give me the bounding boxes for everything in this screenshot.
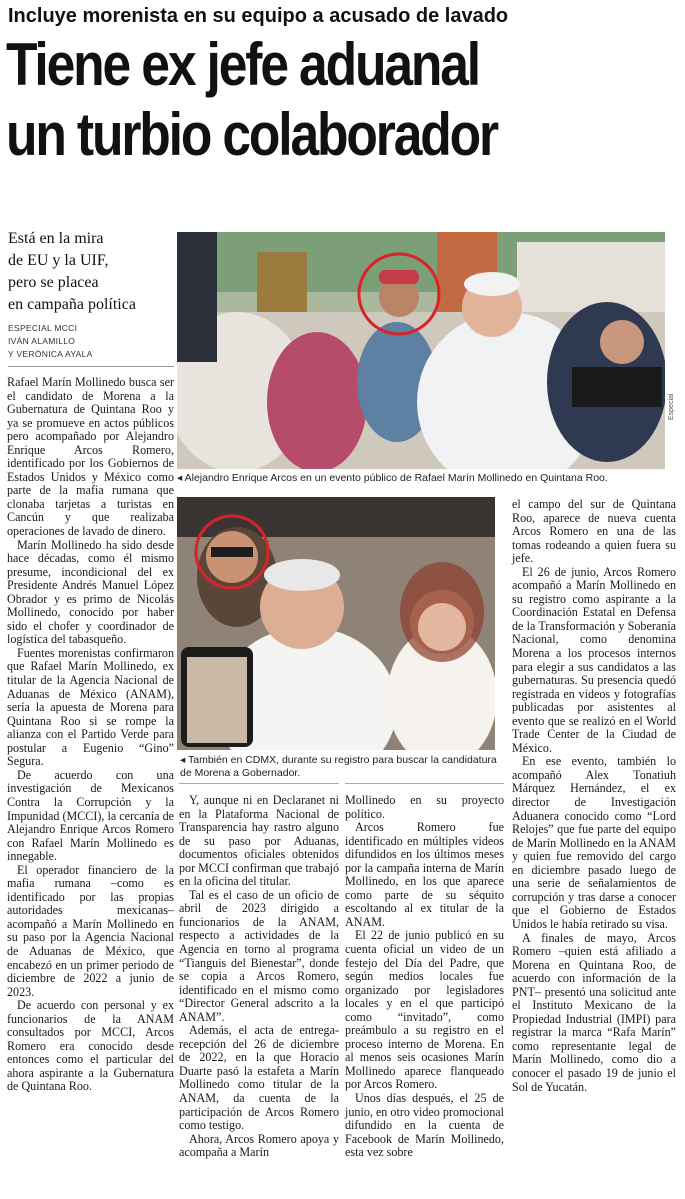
paragraph: Además, el acta de entrega-recepción del 26 de diciembre de 2022, en la que Horacio Duarte pasó la estafeta a Marín Mollinedo como titular de la ANAM, da cuenta de la participación de Arcos Romero como testigo. [179,1023,339,1133]
paragraph: A finales de mayo, Arcos Romero –quien está afiliado a Morena en Quintana Roo, de acuerdo con información de la PNT– presentó una solicitud ante el Instituto Mexicano de la Propiedad Industrial (IMPI) para registrar la marca “Rafa Marín” como representante legal de Marín Mollinedo, como dio a conocer el pasado 19 de junio el Sol de Yucatán. [512,930,676,1094]
paragraph: Rafael Marín Mollinedo busca ser el candidato de Morena a la Gubernatura de Quintana Roo y ya se promueve en actos públicos pero acompañado por Alejandro Enrique Arcos Romero, identificado por los Gobiernos de Estados Unidos y México como parte de la mafia rumana que clonaba tarjetas a turistas en Cancún y que realizaba operaciones de lavado de dinero. [7,375,174,539]
paragraph: El 26 de junio, Arcos Romero acompañó a Marín Mollinedo en su registro como aspirante a la Coordinación Estatal en Defensa de la Transformación y Soberanía Nacional, como denomina Morena a los procesos internos para elegir a sus candidatos a las gubernaturas. Su presencia quedó registrada en videos y fotografías publicadas por asistentes al evento que se realizó en el World Trade Center de la Ciudad de México. [512,564,676,755]
article-column-4 [512,498,676,1094]
photo-campaign-event [177,232,665,469]
byline-line: IVÁN ALAMILLO [8,336,76,346]
paragraph: Ahora, Arcos Romero apoya y acompaña a Marín [179,1131,339,1160]
paragraph: De acuerdo con personal y ex funcionarios de la ANAM consultados por MCCI, Arcos Romero era conocido desde entonces como el particular del ahora aspirante a la Gubernatura de Quintana Roo. [7,998,174,1094]
headline-line-2: un turbio colaborador [6,101,497,168]
paragraph: En ese evento, también lo acompañó Alex Tonatiuh Márquez Hernández, el ex director de Investigación Aduanera conocido como “Lord Relojes” que fue parte del equipo de Marín Mollinedo en la ANAM y quien fue removido del cargo en diciembre pasado luego de una serie de señalamientos de corrupción y tras darse a conocer que el Gobierno de Estados Unidos le había retirado su visa. [512,754,676,931]
paragraph: Arcos Romero fue identificado en múltiples videos difundidos en los últimos meses por la campaña interna de Marín Mollinedo, en los que aparece como parte de su séquito escoltando al ex titular de la ANAM. [345,820,504,929]
paragraph: De acuerdo con una investigación de Mexicanos Contra la Corrupción y la Impunidad (MCCI), la cercanía de Alejandro Enrique Arcos Romero con Rafael Marín Mollinedo es innegable. [7,767,174,864]
caption-text: También en CDMX, durante su registro para buscar la candidatura de Morena a Gobernador. [180,754,497,779]
byline-line: ESPECIAL MCCI [8,323,78,333]
paragraph: El operador financiero de la mafia rumana –como es identificado por las propias autoridades mexicanas– acompañó a Marín Mollinedo en su paso por la Agencia Nacional de Aduanas de México, que encabezó en un primer periodo de diciembre de 2022 a junio de 2023. [7,862,174,999]
paragraph: Mollinedo en su proyecto político. [345,793,504,821]
deck-line: en campaña política [8,296,136,313]
paragraph: Fuentes morenistas confirmaron que Rafael Marín Mollinedo, ex titular de la Agencia Nacional de Aduanas de México (ANAM), sería la apuesta de Morena para Quintana Roo si se rompe la alianza con el Partido Verde para postular a Eugenio “Gino” Segura. [7,645,174,769]
deck-line: pero se placea [8,274,99,291]
caption-photo-1 [177,472,677,485]
headline [6,30,587,170]
paragraph: Unos días después, el 25 de junio, en otro video promocional difundido en la cuenta de Facebook de Marín Mollinedo, esta vez sobre [345,1091,504,1160]
caption-text: Alejandro Enrique Arcos en un evento público de Rafael Marín Mollinedo en Quintana Roo. [184,472,608,484]
byline-line: Y VERÓNICA AYALA [8,349,93,359]
headline-line-1: Tiene ex jefe aduanal [6,31,479,98]
caption-photo-2 [180,754,500,780]
deck [8,228,174,316]
divider [345,783,504,784]
deck-line: Está en la mira [8,230,104,247]
caption-marker: ◂ [180,754,188,766]
article-column-1 [7,376,174,1094]
kicker: Incluye morenista en su equipo a acusado de lavado [8,5,509,27]
photo-credit: Especial [668,393,675,420]
photo-campaign-event-illustration [177,232,665,469]
deck-line: de EU y la UIF, [8,252,109,269]
byline [8,322,174,361]
divider [179,783,339,784]
paragraph: Y, aunque ni en Declaranet ni en la Plataforma Nacional de Transparencia hay rastro alguno de su paso por Aduanas, documentos oficiales obtenidos por MCCI confirman que trabajó en la oficina del titular. [179,793,339,889]
paragraph: El 22 de junio publicó en su cuenta oficial un video de un festejo del Día del Padre, que según medios locales fue organizado por legisladores locales y en el que participó como “invitado”, como preámbulo a su registro en el proceso interno de Morena. En al menos seis ocasiones Marín Mollinedo aparece flanqueado por Arcos Romero. [345,928,504,1092]
paragraph: el campo del sur de Quintana Roo, aparece de nueva cuenta Arcos Romero en una de las tomas rodeando a quien fuera su jefe. [512,497,676,566]
article-column-3 [345,794,504,1160]
photo-registration [177,497,495,750]
caption-marker: ◂ [177,472,185,484]
article-column-2 [179,794,339,1160]
paragraph: Marín Mollinedo ha sido desde hace décadas, como él mismo presume, incondicional del ex Presidente Andrés Manuel López Obrador y es primo de Nicolás Mollinedo, conocido por haber sido el chofer y coordinador de logística del tabasqueño. [7,537,174,647]
divider [8,366,174,367]
paragraph: Tal es el caso de un oficio de abril de 2023 dirigido a funcionarios de la ANAM, respecto a actividades de la Agencia en torno al programa “Tianguis del Bienestar”, donde se copia a Arcos Romero, identificado en el mismo como “Director General adscrito a la ANAM”. [179,887,339,1024]
photo-registration-illustration [177,497,495,750]
